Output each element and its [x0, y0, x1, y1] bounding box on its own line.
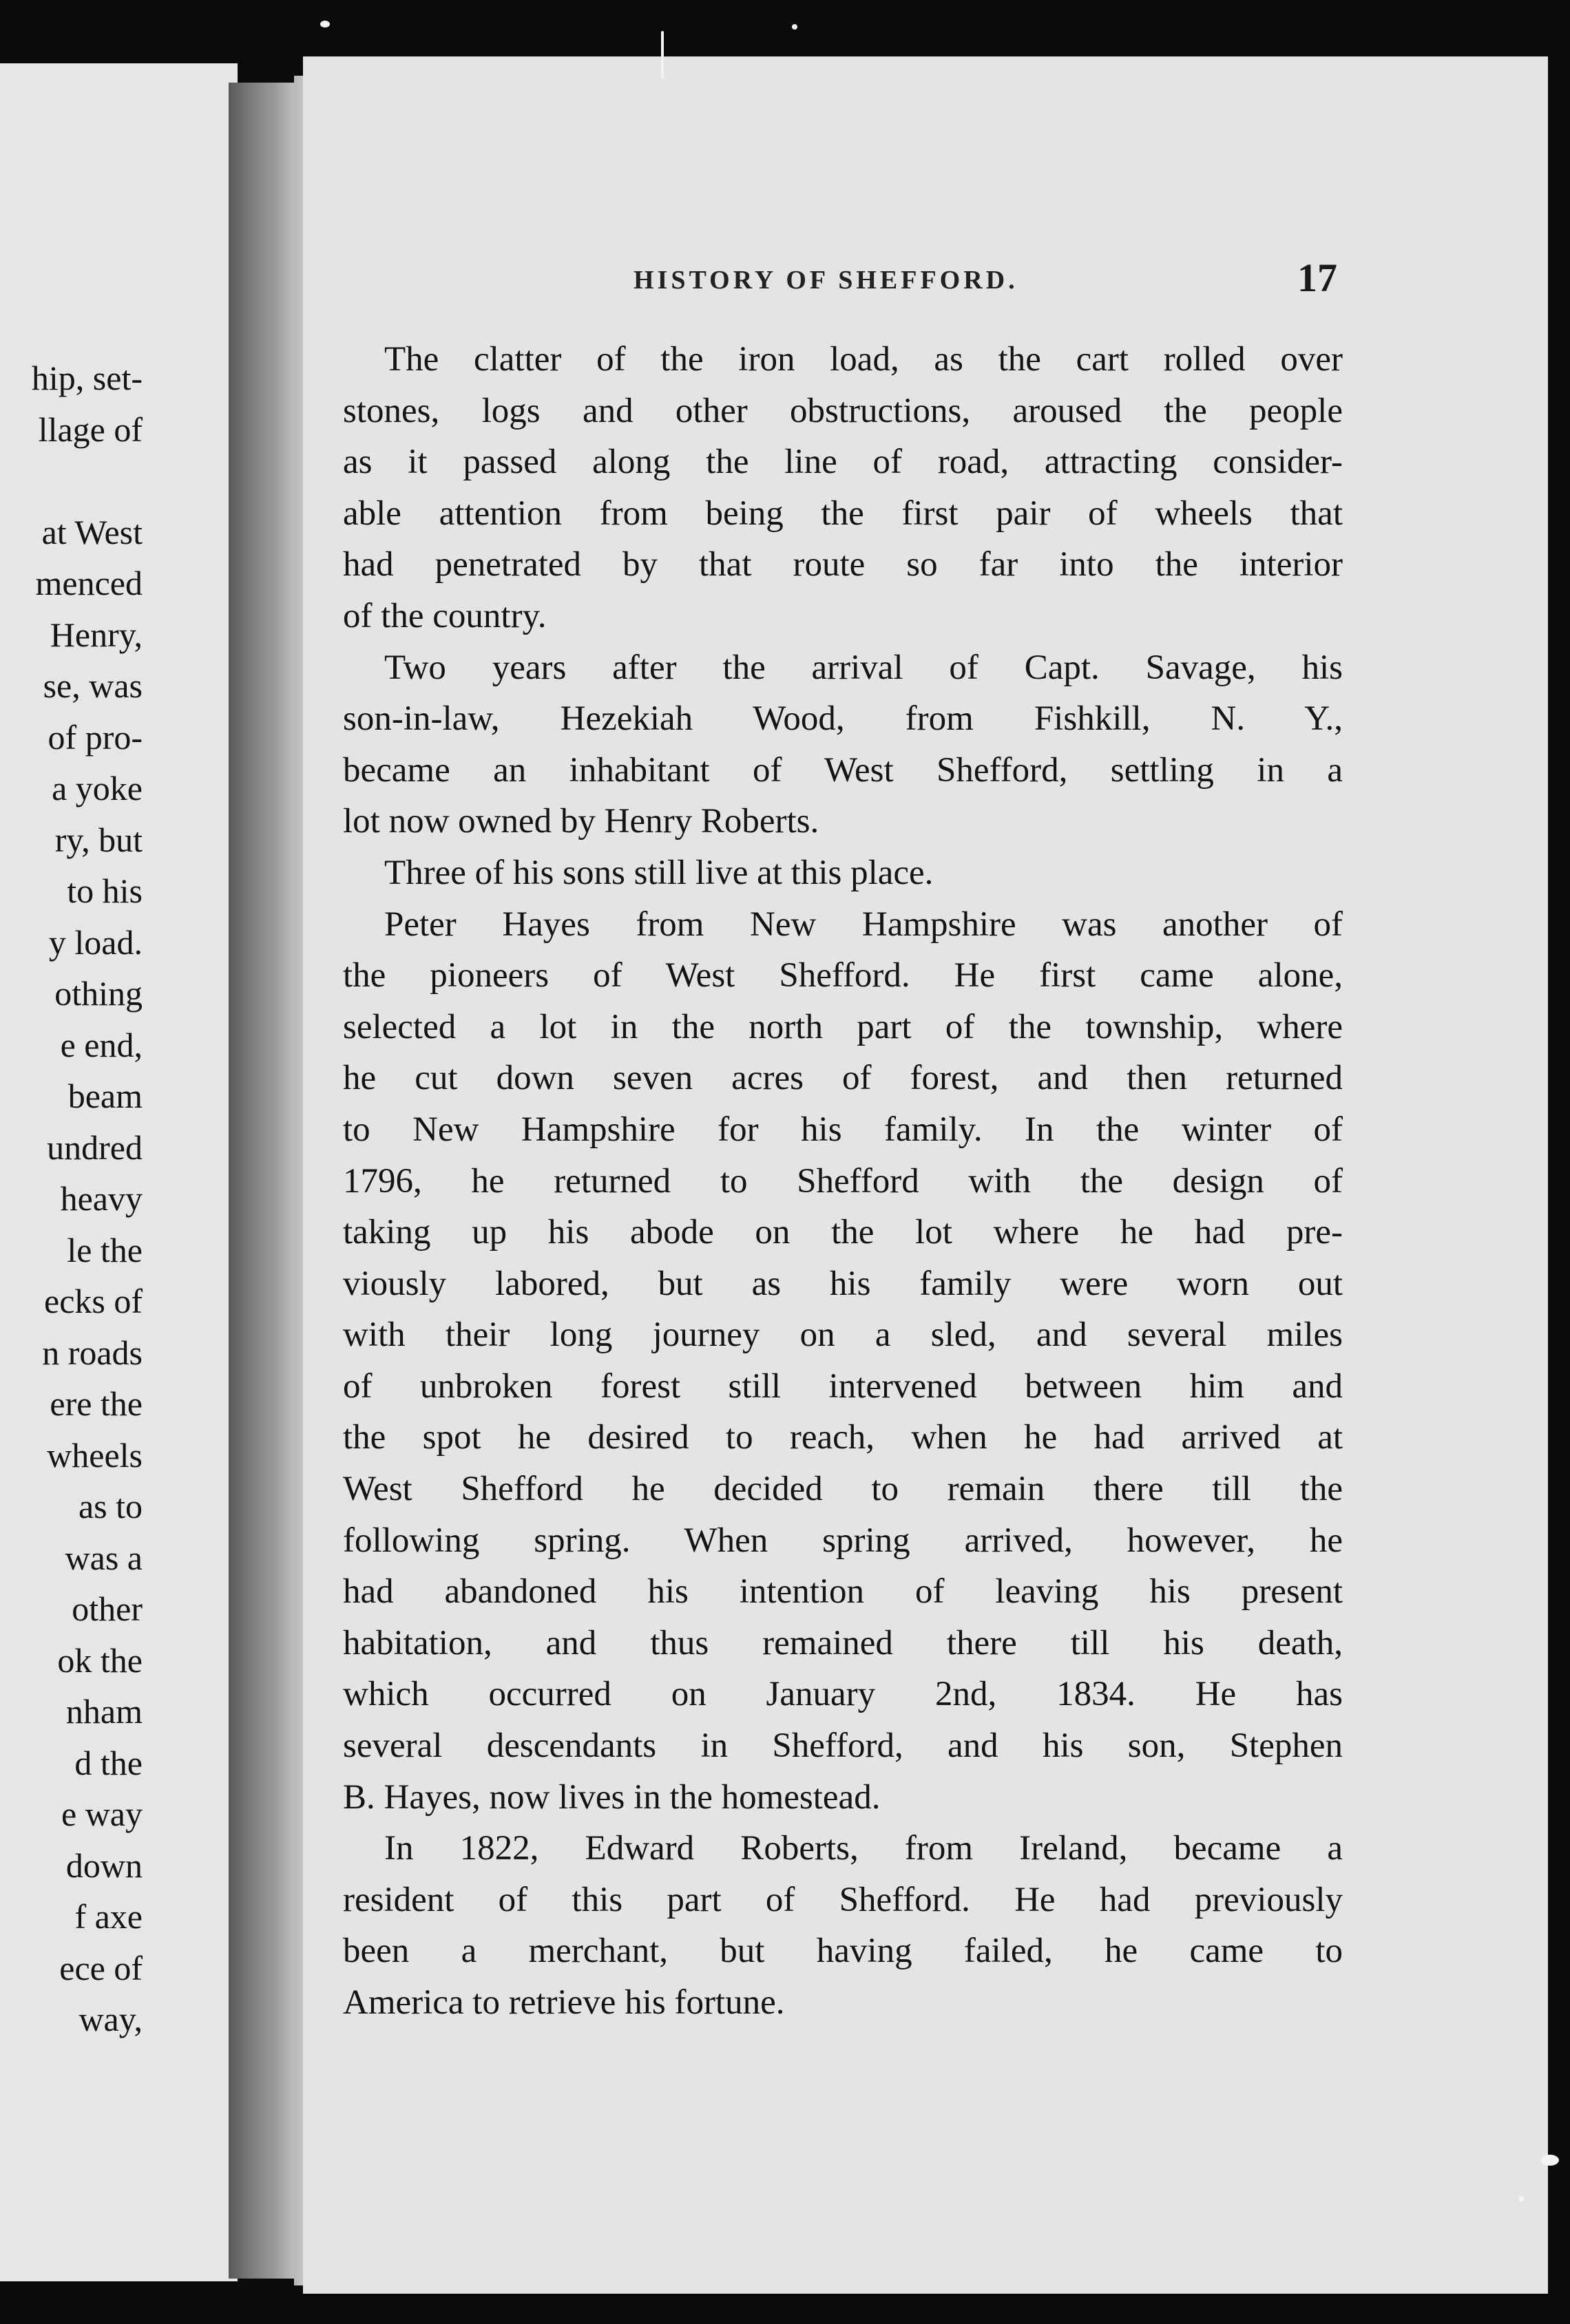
left-text-line: to his — [67, 872, 143, 910]
running-head: HISTORY OF SHEFFORD. — [634, 266, 1018, 295]
scan-speck — [661, 31, 664, 79]
text-line: several descendants in Shefford, and his son, Stephen — [343, 1726, 1343, 1766]
text-line: B. Hayes, now lives in the homestead. — [343, 1777, 881, 1817]
left-text-line: llage of — [38, 410, 143, 449]
left-text-line: ok the — [57, 1640, 143, 1680]
left-text-line: d the — [74, 1743, 143, 1782]
text-line: the pioneers of West Shefford. He first came alone, — [343, 956, 1343, 995]
left-text-line: le the — [67, 1230, 143, 1269]
text-line: able attention from being the first pair of wheels that — [343, 494, 1343, 533]
text-line: The clatter of the iron load, as the cart rolled over — [384, 340, 1343, 379]
text-line: Two years after the arrival of Capt. Savage, his — [384, 648, 1343, 687]
scan-speck — [792, 24, 797, 30]
text-line: taking up his abode on the lot where he had pre- — [343, 1213, 1343, 1252]
text-line: the spot he desired to reach, when he had arrived at — [343, 1418, 1343, 1457]
left-text-line: other — [72, 1589, 143, 1628]
text-line: which occurred on January 2nd, 1834. He has — [343, 1675, 1343, 1714]
left-text-line: ecks of — [44, 1282, 143, 1320]
left-text-line: se, was — [43, 666, 143, 705]
left-text-line: of pro- — [48, 717, 143, 757]
left-text-line: down — [65, 1846, 143, 1885]
left-text-line: at West — [41, 512, 143, 551]
text-line: had abandoned his intention of leaving his present — [343, 1572, 1343, 1612]
text-line: lot now owned by Henry Roberts. — [343, 802, 819, 841]
left-text-line: ere the — [50, 1384, 143, 1423]
text-line: habitation, and thus remained there till his death, — [343, 1623, 1343, 1662]
text-line: resident of this part of Shefford. He had previously — [343, 1880, 1343, 1919]
left-text-line: as to — [78, 1487, 143, 1525]
scan-speck — [1518, 2196, 1524, 2201]
left-text-line: way, — [78, 2000, 143, 2038]
text-line: West Shefford he decided to remain there till the — [343, 1470, 1343, 1509]
scan-edge — [1548, 41, 1570, 2313]
left-text-line: menced — [35, 564, 143, 602]
scan-speck — [320, 21, 330, 28]
text-line: selected a lot in the north part of the township, where — [343, 1007, 1343, 1046]
left-text-line: beam — [67, 1077, 143, 1115]
left-page-text — [0, 352, 143, 2045]
left-text-line: a yoke — [52, 769, 143, 807]
page-number: 17 — [1297, 255, 1337, 300]
text-line: to New Hampshire for his family. In the winter of — [343, 1110, 1343, 1149]
left-text-line: y load. — [48, 922, 143, 962]
text-line: son-in-law, Hezekiah Wood, from Fishkill, N. Y., — [343, 699, 1343, 739]
scan-speck — [1541, 2155, 1559, 2166]
text-line: of unbroken forest still intervened between him and — [343, 1366, 1343, 1406]
text-line: America to retrieve his fortune. — [343, 1983, 785, 2022]
text-line: Peter Hayes from New Hampshire was another of — [384, 905, 1343, 944]
left-text-line: undred — [47, 1128, 143, 1167]
text-line: Three of his sons still live at this place. — [384, 853, 934, 892]
body-text — [343, 334, 1343, 2029]
text-line: In 1822, Edward Roberts, from Ireland, became a — [384, 1829, 1343, 1868]
left-text-line: ece of — [59, 1948, 143, 1987]
text-line: as it passed along the line of road, attracting consider- — [343, 443, 1343, 482]
left-text-line: e way — [61, 1795, 143, 1833]
text-line: had penetrated by that route so far into the interior — [343, 545, 1343, 584]
book-gutter — [229, 83, 294, 2279]
text-line: stones, logs and other obstructions, aroused the people — [343, 391, 1343, 430]
left-text-line: wheels — [47, 1435, 143, 1475]
left-text-line — [0, 455, 143, 507]
text-line: of the country. — [343, 596, 547, 635]
text-line: been a merchant, but having failed, he came to — [343, 1932, 1343, 1971]
left-text-line: e end, — [60, 1025, 143, 1064]
left-text-line: heavy — [60, 1179, 143, 1218]
text-line: following spring. When spring arrived, however, he — [343, 1521, 1343, 1560]
left-text-line: f axe — [74, 1897, 143, 1936]
left-page-fragment — [0, 63, 238, 2281]
left-text-line: was a — [65, 1538, 143, 1577]
text-line: with their long journey on a sled, and several miles — [343, 1316, 1343, 1355]
left-text-line: othing — [54, 974, 143, 1013]
left-text-line: ry, but — [54, 820, 143, 859]
text-line: he cut down seven acres of forest, and then returned — [343, 1059, 1343, 1098]
left-text-line: hip, set- — [31, 359, 143, 397]
left-text-line: n roads — [42, 1333, 143, 1372]
text-line: 1796, he returned to Shefford with the design of — [343, 1161, 1343, 1201]
text-line: became an inhabitant of West Shefford, settling in a — [343, 750, 1343, 790]
left-text-line: nham — [65, 1692, 143, 1731]
left-text-line: Henry, — [50, 615, 143, 654]
text-line: viously labored, but as his family were worn out — [343, 1264, 1343, 1303]
